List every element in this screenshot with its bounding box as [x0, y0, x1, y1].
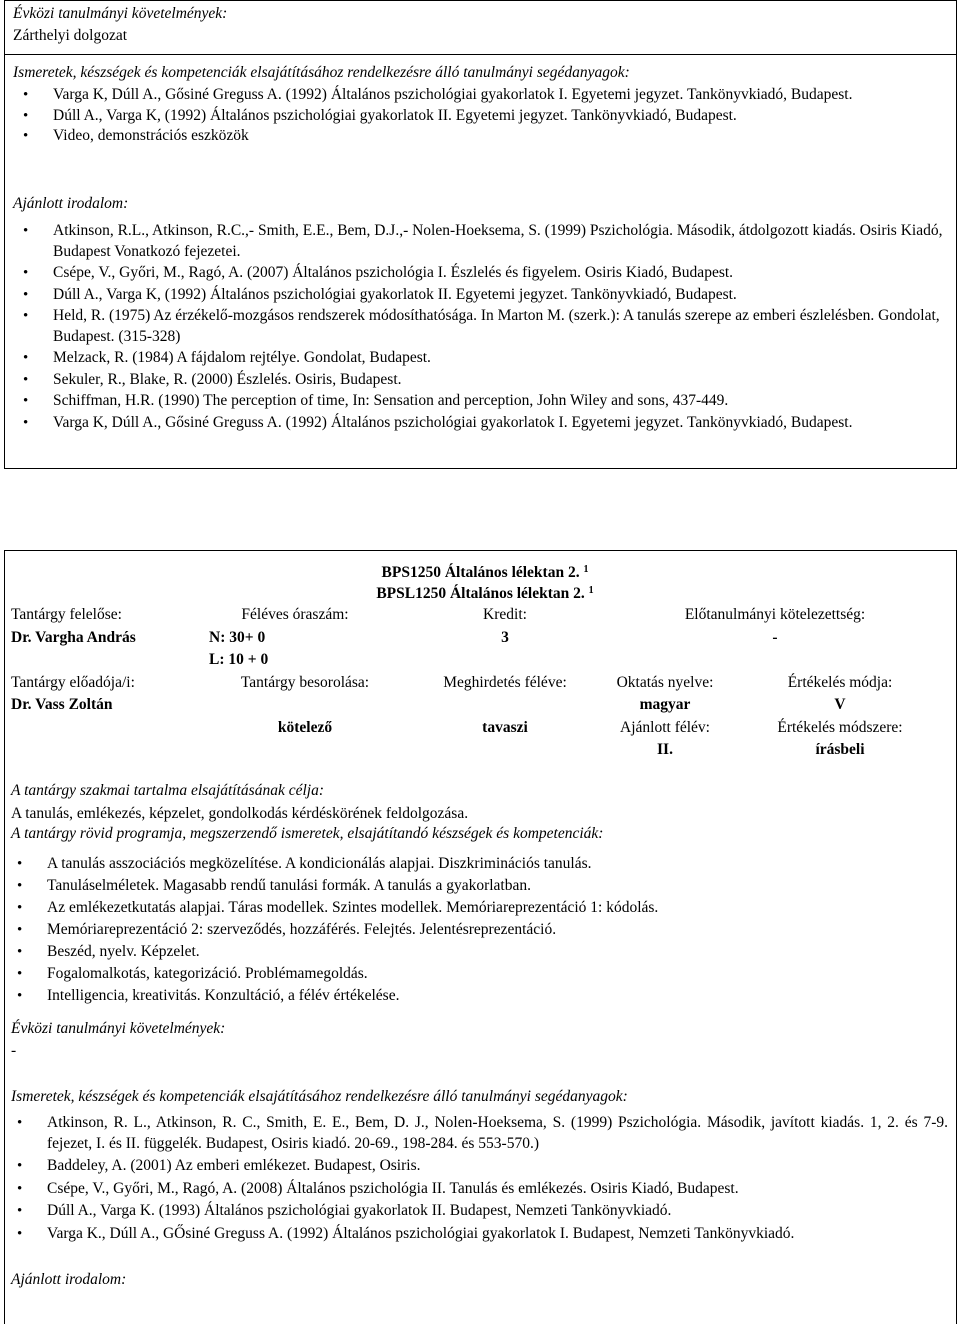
- list-item: • Beszéd, nyelv. Képzelet.: [11, 942, 948, 963]
- midterm-value-2: -: [11, 1042, 17, 1059]
- top-requirements-box: [4, 0, 957, 469]
- list-item: • Atkinson, R. L., Atkinson, R. C., Smith, E. E., Bem, D. J., Nolen-Hoeksema, S. (1999) Pszichológia. Második, javított kiadás. 1, 2. és 7-9. fejezet, I. és II. függelék. Budapest, Osiris kiadó. 20-69., 198-284. és 553-570.): [11, 1113, 948, 1154]
- materials-list-2: [11, 1113, 948, 1244]
- list-item: • Csépe, V., Győri, M., Ragó, A. (2008) Általános pszichológia II. Tanulás és emlékezés. Osiris Kiadó, Budapest.: [11, 1179, 948, 1200]
- hours-label: Féléves óraszám:: [241, 606, 349, 623]
- list-item: • Sekuler, R., Blake, R. (2000) Észlelés. Osiris, Budapest.: [13, 370, 948, 391]
- list-item: • Held, R. (1975) Az érzékelő-mozgásos rendszerek módosíthatósága. In Marton M. (szerk.): A tanulás szerepe az emberi észlelésben. Gondolat, Budapest. (315-328): [13, 306, 948, 347]
- materials-list: [13, 85, 948, 147]
- credit-value: 3: [501, 629, 509, 646]
- language-value: magyar: [639, 696, 691, 713]
- course-code-2-text: BPSL1250 Általános lélektan 2.: [376, 585, 585, 602]
- divider: [5, 54, 956, 55]
- list-item: • A tanulás asszociációs megközelítése. A kondicionálás alapjai. Diszkriminációs tanulás.: [11, 854, 948, 875]
- recommended-label: Ajánlott félév:: [620, 719, 710, 736]
- prereq-label: Előtanulmányi kötelezettség:: [684, 606, 866, 623]
- course-code-1: [185, 562, 785, 584]
- materials-heading-2: Ismeretek, készségek és kompetenciák elsajátításához rendelkezésre álló tanulmányi segédanyagok:: [11, 1088, 628, 1105]
- language-label: Oktatás nyelve:: [616, 674, 714, 691]
- recommended-value: II.: [657, 741, 673, 758]
- responsible-name: Dr. Vargha András: [11, 629, 136, 646]
- semester-value: tavaszi: [482, 719, 528, 736]
- list-item: • Tanuláselméletek. Magasabb rendű tanulási formák. A tanulás a gyakorlatban.: [11, 876, 948, 897]
- classification-value: kötelező: [277, 719, 333, 736]
- hours-l: L: 10 + 0: [209, 651, 269, 668]
- literature-heading-2: Ajánlott irodalom:: [11, 1271, 127, 1288]
- list-item: • Varga K, Dúll A., Gősiné Greguss A. (1992) Általános pszichológiai gyakorlatok I. Egyetemi jegyzet. Tankönyvkiadó, Budapest.: [13, 85, 948, 106]
- list-item: • Fogalomalkotás, kategorizáció. Problémamegoldás.: [11, 964, 948, 985]
- eval-mode-value: V: [834, 696, 846, 713]
- literature-list: [13, 221, 948, 433]
- lecturer-name: Dr. Vass Zoltán: [11, 696, 113, 713]
- course-code-1-text: BPS1250 Általános lélektan 2.: [381, 564, 580, 581]
- credit-label: Kredit:: [483, 606, 527, 623]
- list-item: • Baddeley, A. (2001) Az emberi emlékezet. Budapest, Osiris.: [11, 1156, 948, 1177]
- program-list: [11, 854, 948, 1007]
- classification-label: Tantárgy besorolása:: [240, 674, 370, 691]
- list-item: • Csépe, V., Győri, M., Ragó, A. (2007) Általános pszichológia I. Észlelés és figyelem. Osiris Kiadó, Budapest.: [13, 263, 948, 284]
- literature-heading: Ajánlott irodalom:: [13, 195, 129, 212]
- semester-label: Meghirdetés féléve:: [443, 674, 567, 691]
- list-item: • Az emlékezetkutatás alapjai. Táras modellek. Szintes modellek. Memóriareprezentáció 1: kódolás.: [11, 898, 948, 919]
- list-item: • Schiffman, H.R. (1990) The perception of time, In: Sensation and perception, John Wiley and sons, 437-449.: [13, 391, 948, 412]
- midterm-heading: Évközi tanulmányi követelmények:: [13, 5, 228, 22]
- list-item: • Atkinson, R.L., Atkinson, R.C.,- Smith, E.E., Bem, D.J.,- Nolen-Hoeksema, S. (1999) Pszichológia. Második, átdolgozott kiadás. Osiris Kiadó, Budapest Vonatkozó fejezetei.: [13, 221, 948, 262]
- course-box: [4, 550, 957, 1324]
- footnote-mark: 1: [583, 564, 589, 575]
- materials-heading: Ismeretek, készségek és kompetenciák elsajátításához rendelkezésre álló tanulmányi segédanyagok:: [13, 64, 630, 81]
- list-item: • Dúll A., Varga K, (1992) Általános pszichológiai gyakorlatok II. Egyetemi jegyzet. Tankönyvkiadó, Budapest.: [13, 106, 948, 127]
- lecturer-label: Tantárgy előadója/i:: [11, 674, 135, 691]
- course-code-2: [185, 583, 785, 605]
- list-item: • Intelligencia, kreativitás. Konzultáció, a félév értékelése.: [11, 986, 948, 1007]
- list-item: • Varga K, Dúll A., Gősiné Greguss A. (1992) Általános pszichológiai gyakorlatok I. Egyetemi jegyzet. Tankönyvkiadó, Budapest.: [13, 413, 948, 434]
- prereq-value: -: [772, 629, 778, 646]
- program-heading: A tantárgy rövid programja, megszerzendő ismeretek, elsajátítandó készségek és kompetenciák:: [11, 825, 604, 842]
- midterm-value: Zárthelyi dolgozat: [13, 27, 128, 44]
- eval-method-value: írásbeli: [815, 741, 865, 758]
- list-item: • Varga K., Dúll A., GŐsiné Greguss A. (1992) Általános pszichológiai gyakorlatok I. Budapest, Nemzeti Tankönyvkiadó.: [11, 1224, 948, 1245]
- midterm-heading-2: Évközi tanulmányi követelmények:: [11, 1020, 226, 1037]
- list-item: • Memóriareprezentáció 2: szerveződés, hozzáférés. Felejtés. Jelentésreprezentáció.: [11, 920, 948, 941]
- list-item: • Dúll A., Varga K, (1992) Általános pszichológiai gyakorlatok II. Egyetemi jegyzet. Tankönyvkiadó, Budapest.: [13, 285, 948, 306]
- eval-mode-label: Értékelés módja:: [787, 674, 893, 691]
- list-item: • Video, demonstrációs eszközök: [13, 126, 948, 147]
- list-item: • Melzack, R. (1984) A fájdalom rejtélye. Gondolat, Budapest.: [13, 348, 948, 369]
- hours-n: N: 30+ 0: [209, 629, 266, 646]
- list-item: • Dúll A., Varga K. (1993) Általános pszichológiai gyakorlatok II. Budapest, Nemzeti Tankönyvkiadó.: [11, 1201, 948, 1222]
- footnote-mark: 1: [588, 585, 594, 596]
- responsible-label: Tantárgy felelőse:: [11, 606, 122, 623]
- eval-method-label: Értékelés módszere:: [777, 719, 903, 736]
- goal-text: A tanulás, emlékezés, képzelet, gondolkodás kérdéskörének feldolgozása.: [11, 805, 469, 822]
- goal-heading: A tantárgy szakmai tartalma elsajátításának célja:: [11, 782, 324, 799]
